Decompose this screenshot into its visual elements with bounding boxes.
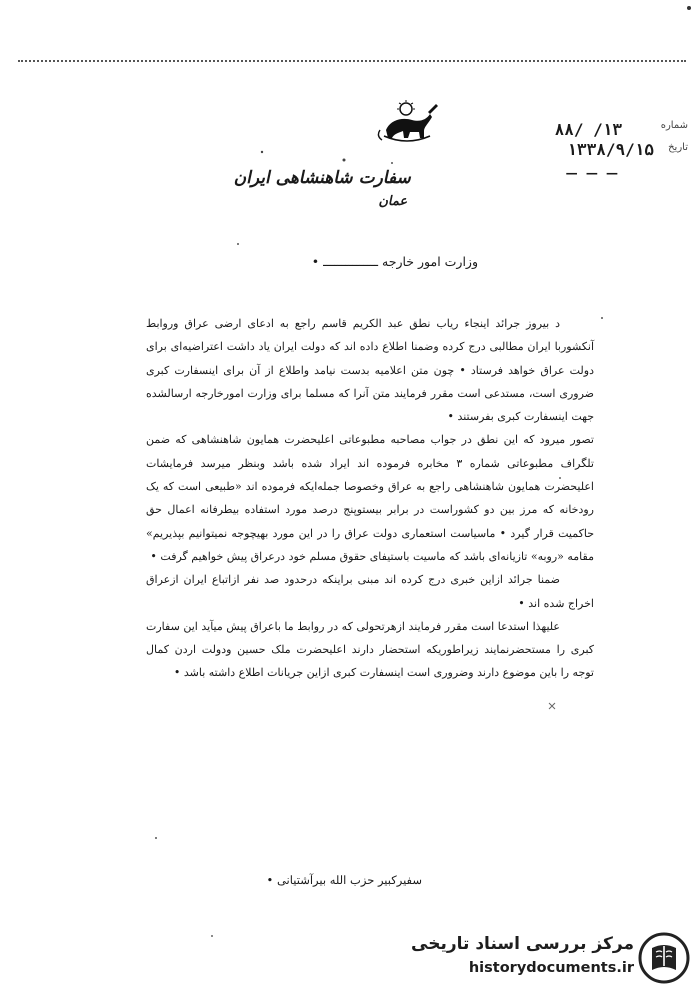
body-paragraph-4: علیهذا استدعا است مقرر فرمایند ازهرتحولی که در روابط ما باعراق پیش میآید این سفارت کبری را مستحضرنمایند زیراطوریکه استحضار دارند اعلیحضرت ملک حسین ودولت اردن کمال توجه را باین موضوع دارند وضروری است اینسفارت کبری ازاین جریانات اطلاع داشته باشد • — [146, 619, 594, 680]
archive-watermark — [411, 930, 692, 986]
body-paragraph-3: ضمنا جرائد ازاین خبری درج کرده اند مبنی براینکه درحدود صد نفر ازاتباع ایران ازعراق اخراج شده اند • — [146, 573, 594, 610]
watermark-url: historydocuments.ir — [468, 960, 634, 976]
lion-and-sun-emblem-icon — [372, 100, 442, 144]
recipient-line: وزارت امور خارجه ـــــــــــــــ • — [311, 254, 478, 269]
body-paragraph-1: د بیروز جرائد اینجاء ریاب نطق عبد الکریم قاسم راجع به ادعای ارضی عراق وروابط آنکشوربا ایران مطالبی درج کرده وضمنا اطلاع داده اند که دولت ایران یاد داشت اعتراضیه‌ای برای دولت عراق خواهد فرستاد • چون متن اعلامیه بدست نیامد واطلاع از آن برای اینسفارت کبری ضروری است، مستدعی است مقرر فرمایند متن آنرا که مسلما برای وزارت امورخارجه ارسالشده جهت اینسفارت کبری بفرستند • — [146, 317, 594, 424]
reference-dashes: — — — — [565, 166, 620, 180]
reference-date: ۱۳۳۸/۹/۱۵ — [567, 140, 654, 159]
reference-date-label: تاریخ — [668, 142, 688, 153]
city-name: عمان — [377, 194, 410, 209]
reference-number-label: شماره — [660, 120, 688, 131]
reference-block — [522, 118, 692, 188]
reference-number: ۸۸/ /۱۳ — [554, 120, 622, 139]
letter-body — [146, 312, 594, 685]
body-paragraph-2: تصور میرود که این نطق در جواب مصاحبه مطبوعاتی اعلیحضرت همایون شاهنشاهی که ضمن تلگراف مطبوعاتی شماره ۳ مخابره فرموده اند ایراد شده باشد وبنظر میرسد فرمایشات اعلیحضرت همایون شاهنشاهی راجع به عراق وخصوصا جمله‌ایکه فرموده اند «طبیعی است که یک رودخانه که مرز بین دو کشوراست در برابر بیستوپنج درصد مورد استفاده بیطرفانه اعمال حق حاکمیت قرار گیرد • ماسیاست استعماری دولت عراق را در این مورد بهیچوجه نمیتوانیم بپذیریم» مقامه «روبه» تازیانه‌ای باشد که ماسیت باستیفای حقوق مسلم خود درعراق پیش خواهیم گرفت • — [146, 433, 594, 563]
archive-center-logo-icon — [638, 932, 690, 984]
watermark-title: مرکز بررسی اسناد تاریخی — [411, 934, 634, 954]
margin-tick-mark — [548, 702, 556, 710]
signature-line: سفیرکبیر حزب الله بیرآشتیانی • — [266, 873, 422, 887]
embassy-name: سفارت شاهنشاهی ایران — [232, 168, 415, 188]
